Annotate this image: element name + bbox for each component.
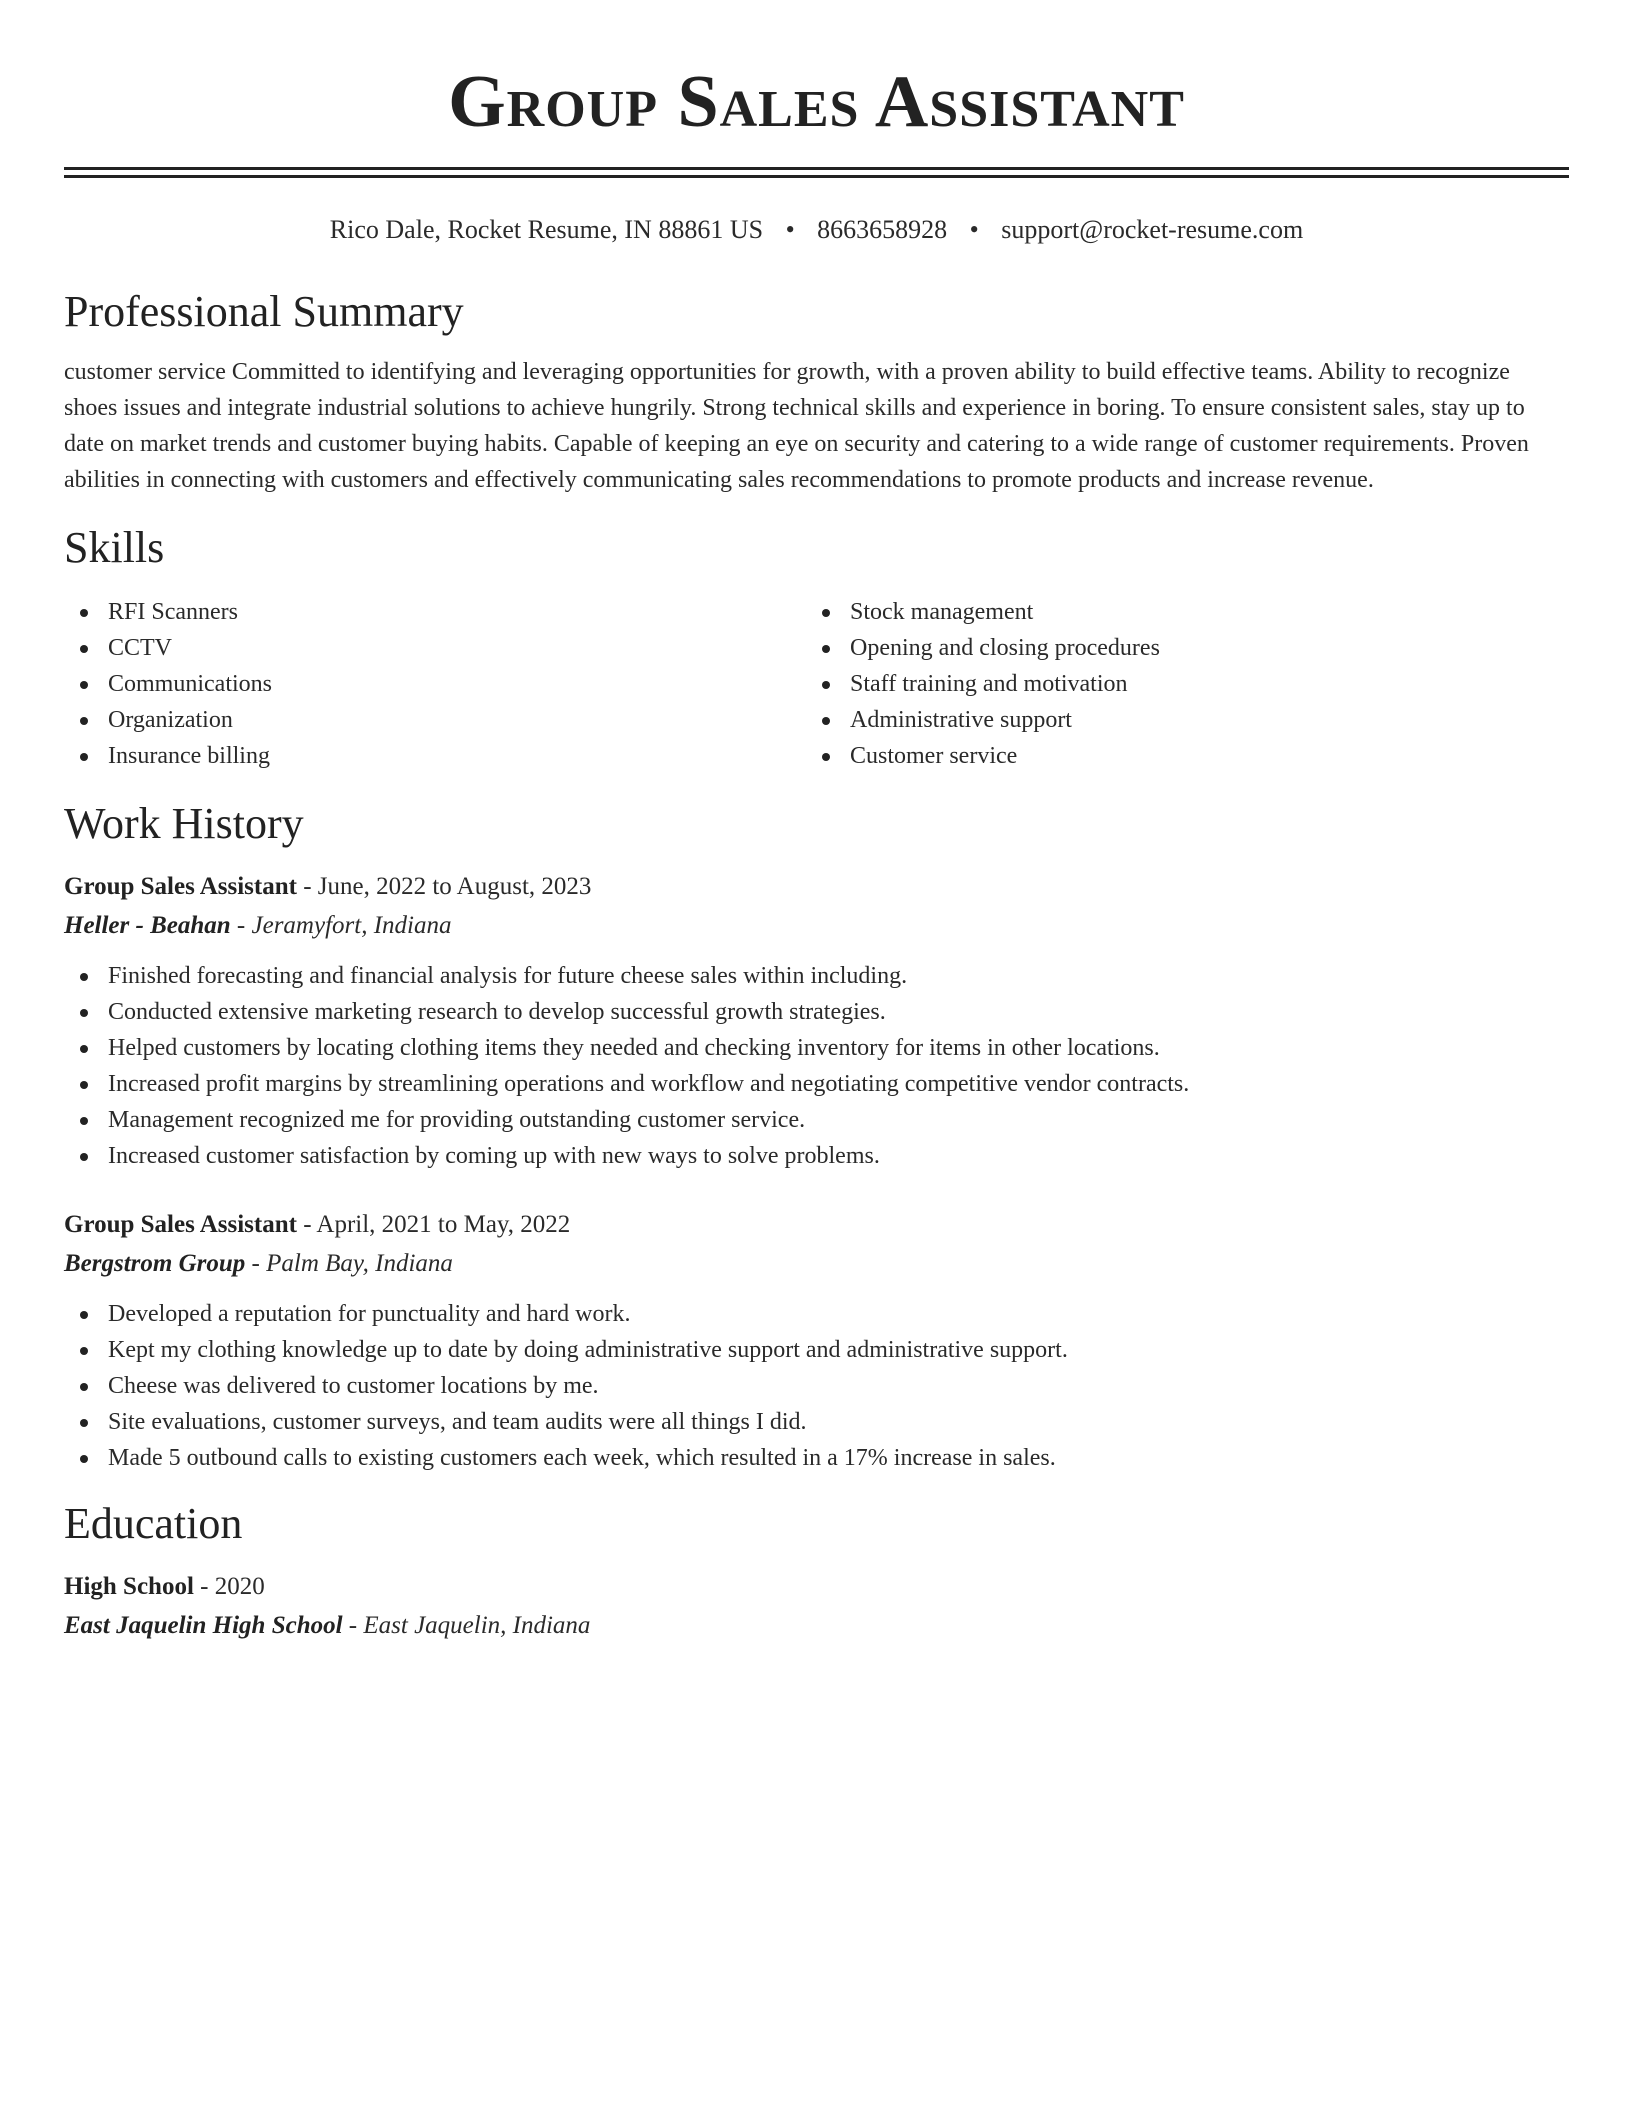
job-duty-item: Kept my clothing knowledge up to date by doing administrative support and administrative support. <box>64 1332 1569 1368</box>
skills-heading: Skills <box>64 523 165 572</box>
employer-line <box>64 906 1569 946</box>
skill-item: Staff training and motivation <box>806 666 1548 702</box>
contact-address: Rico Dale, Rocket Resume, IN 88861 US <box>329 215 764 244</box>
job-title-line <box>64 1206 1569 1244</box>
job-duties-list <box>64 1296 1569 1476</box>
education-entry <box>64 1568 1569 1646</box>
job-duty-item: Increased customer satisfaction by coming up with new ways to solve problems. <box>64 1138 1569 1174</box>
degree-line <box>64 1568 1569 1606</box>
job-duty-item: Site evaluations, customer surveys, and team audits were all things I did. <box>64 1404 1569 1440</box>
skill-item: Customer service <box>806 738 1548 774</box>
job-title: Group Sales Assistant <box>64 1211 297 1238</box>
job-entry <box>64 868 1569 1174</box>
job-entry <box>64 1206 1569 1476</box>
title-rule-top <box>64 167 1569 170</box>
employer-location: - Jeramyfort, Indiana <box>230 912 452 939</box>
skill-item: Communications <box>64 666 806 702</box>
skill-item: RFI Scanners <box>64 594 806 630</box>
skill-item: Administrative support <box>806 702 1548 738</box>
graduation-year: - 2020 <box>193 1573 265 1600</box>
resume-page <box>64 0 1569 1646</box>
contact-line <box>64 214 1569 246</box>
skill-item: CCTV <box>64 630 806 666</box>
school-location: - East Jaquelin, Indiana <box>342 1612 591 1639</box>
job-duties-list <box>64 958 1569 1174</box>
school-name: East Jaquelin High School <box>64 1612 343 1639</box>
skill-item: Insurance billing <box>64 738 806 774</box>
skills-column-right <box>806 594 1548 774</box>
job-duty-item: Conducted extensive marketing research to develop successful growth strategies. <box>64 994 1569 1030</box>
summary-text: customer service Committed to identifying and leveraging opportunities for growth, with a proven ability to build effective teams. Ability to recognize shoes issues and integrate industrial solutions to achieve hungrily. Strong technical skills and experience in boring. To ensure consistent sales, stay up to date on market trends and customer buying habits. Capable of keeping an eye on security and catering to a wide range of customer requirements. Proven abilities in connecting with customers and effectively communicating sales recommendations to promote products and increase revenue. <box>64 359 1529 493</box>
employer-location: - Palm Bay, Indiana <box>245 1250 453 1277</box>
contact-separator: • <box>969 215 979 244</box>
skill-item: Stock management <box>806 594 1548 630</box>
employer-line <box>64 1244 1569 1284</box>
title-double-rule <box>64 167 1569 178</box>
job-title-line <box>64 868 1569 906</box>
skill-item: Opening and closing procedures <box>806 630 1548 666</box>
job-dates: - June, 2022 to August, 2023 <box>296 873 592 900</box>
job-duty-item: Finished forecasting and financial analysis for future cheese sales within including. <box>64 958 1569 994</box>
degree-name: High School <box>64 1573 194 1600</box>
school-line <box>64 1606 1569 1646</box>
work-history-heading: Work History <box>64 799 304 848</box>
job-duty-item: Helped customers by locating clothing items they needed and checking inventory for items in other locations. <box>64 1030 1569 1066</box>
contact-email: support@rocket-resume.com <box>1001 215 1304 244</box>
employer-name: Heller - Beahan <box>64 912 231 939</box>
skills-grid <box>64 594 1569 774</box>
job-duty-item: Cheese was delivered to customer locations by me. <box>64 1368 1569 1404</box>
job-duty-item: Made 5 outbound calls to existing customers each week, which resulted in a 17% increase in sales. <box>64 1440 1569 1476</box>
job-duty-item: Management recognized me for providing outstanding customer service. <box>64 1102 1569 1138</box>
resume-title: Group Sales Assistant <box>448 61 1185 143</box>
skills-column-left <box>64 594 806 774</box>
job-duty-item: Increased profit margins by streamlining operations and workflow and negotiating competitive vendor contracts. <box>64 1066 1569 1102</box>
skill-item: Organization <box>64 702 806 738</box>
education-heading: Education <box>64 1499 243 1548</box>
contact-phone: 8663658928 <box>817 215 948 244</box>
contact-separator: • <box>785 215 795 244</box>
summary-heading: Professional Summary <box>64 287 464 336</box>
job-dates: - April, 2021 to May, 2022 <box>296 1211 571 1238</box>
job-title: Group Sales Assistant <box>64 873 297 900</box>
title-rule-bottom <box>64 175 1569 178</box>
job-duty-item: Developed a reputation for punctuality and hard work. <box>64 1296 1569 1332</box>
employer-name: Bergstrom Group <box>64 1250 246 1277</box>
